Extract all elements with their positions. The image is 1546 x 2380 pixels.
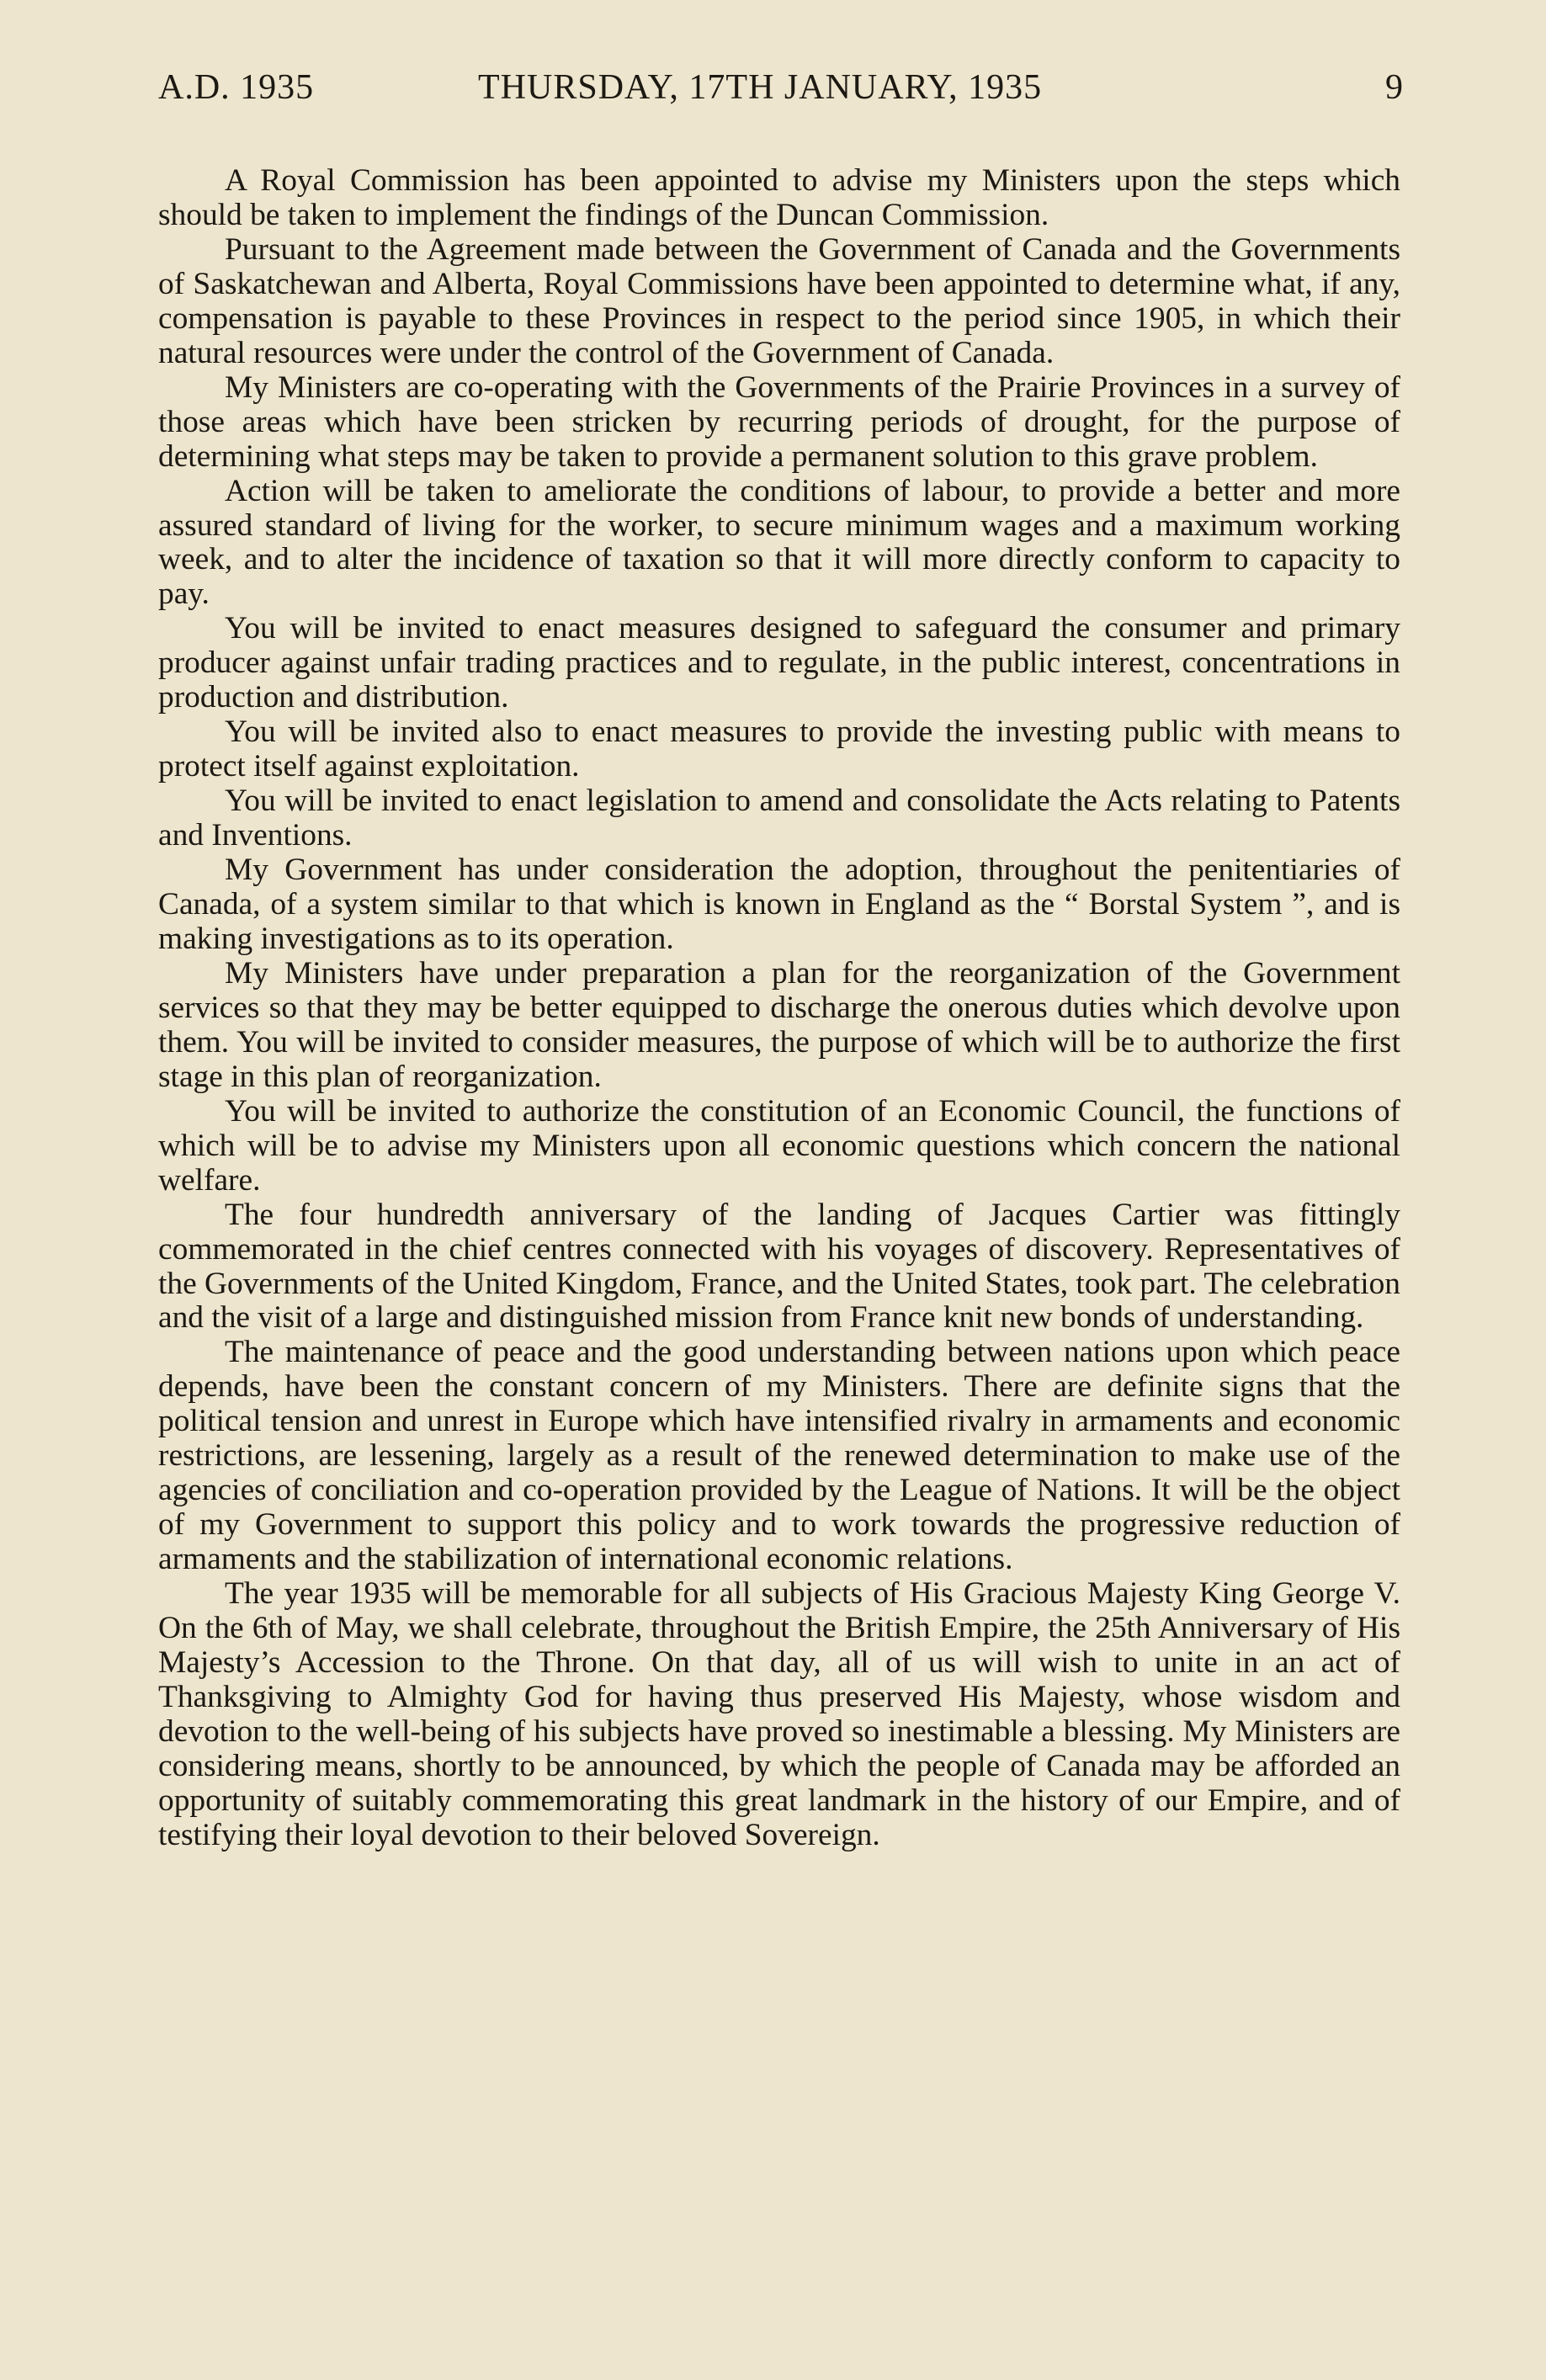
paragraph: You will be invited to authorize the constitution of an Economic Council, the functions of which will be to advise my Ministers upon all economic questions which concern the national welfare. [158, 1093, 1400, 1198]
page-number: 9 [1385, 68, 1404, 107]
speech-body [158, 164, 1400, 1853]
paragraph: You will be invited to enact legislation to amend and consolidate the Acts relating to Patents and Inventions. [158, 784, 1400, 853]
paragraph: You will be invited also to enact measures to provide the investing public with means to protect itself against exploitation. [158, 715, 1400, 784]
paragraph: Pursuant to the Agreement made between the Government of Canada and the Governments of Saskatchewan and Alberta, Royal Commissions have been appointed to determine what, if any, compensation is payable to these Provinces in respect to the period since 1905, in which their natural resources were under the control of the Government of Canada. [158, 231, 1400, 370]
header-year: A.D. 1935 [158, 68, 315, 107]
paragraph: The year 1935 will be memorable for all subjects of His Gracious Majesty King George V. On the 6th of May, we shall celebrate, throughout the British Empire, the 25th Anniversary of His Majesty’s Accession to the Throne. On that day, all of us will wish to unite in an act of Thanksgiving to Almighty God for having thus preserved His Majesty, whose wisdom and devotion to the well-being of his subjects have proved so inestimable a blessing. My Ministers are considering means, shortly to be announced, by which the people of Canada may be afforded an opportunity of suitably commemorating this great landmark in the history of our Empire, and of testifying their loyal devotion to their beloved Sovereign. [158, 1576, 1400, 1852]
paragraph: The maintenance of peace and the good understanding between nations upon which peace depends, have been the constant concern of my Ministers. There are definite signs that the political tension and unrest in Europe which have intensified rivalry in armaments and economic restrictions, are lessening, largely as a result of the renewed determination to make use of the agencies of conciliation and co-operation provided by the League of Nations. It will be the object of my Government to support this policy and to work towards the progressive reduction of armaments and the stabilization of international economic relations. [158, 1335, 1400, 1577]
paragraph: The four hundredth anniversary of the landing of Jacques Cartier was fittingly commemorated in the chief centres connected with his voyages of discovery. Representatives of the Governments of the United Kingdom, France, and the United States, took part. The celebration and the visit of a large and distinguished mission from France knit new bonds of understanding. [158, 1197, 1400, 1336]
paragraph: My Ministers have under preparation a plan for the reorganization of the Government services so that they may be better equipped to discharge the onerous duties which devolve upon them. You will be invited to consider measures, the purpose of which will be to authorize the first stage in this plan of reorganization. [158, 955, 1400, 1094]
header-date: THURSDAY, 17TH JANUARY, 1935 [478, 68, 1043, 107]
running-header [158, 67, 1404, 121]
paragraph: My Ministers are co-operating with the Governments of the Prairie Provinces in a survey of those areas which have been stricken by recurring periods of drought, for the purpose of determining what steps may be taken to provide a permanent solution to this grave problem. [158, 369, 1400, 474]
paragraph: You will be invited to enact measures designed to safeguard the consumer and primary producer against unfair trading practices and to regulate, in the public interest, concentrations in production and distribution. [158, 611, 1400, 715]
paragraph: My Government has under consideration the adoption, throughout the penitentiaries of Canada, of a system similar to that which is known in England as the “ Borstal System ”, and is making investigations as to its operation. [158, 853, 1400, 956]
paragraph: Action will be taken to ameliorate the conditions of labour, to provide a better and more assured standard of living for the worker, to secure minimum wages and a maximum working week, and to alter the incidence of taxation so that it will more directly conform to capacity to pay. [158, 473, 1400, 612]
paragraph: A Royal Commission has been appointed to advise my Ministers upon the steps which should be taken to implement the findings of the Duncan Commission. [158, 163, 1400, 232]
